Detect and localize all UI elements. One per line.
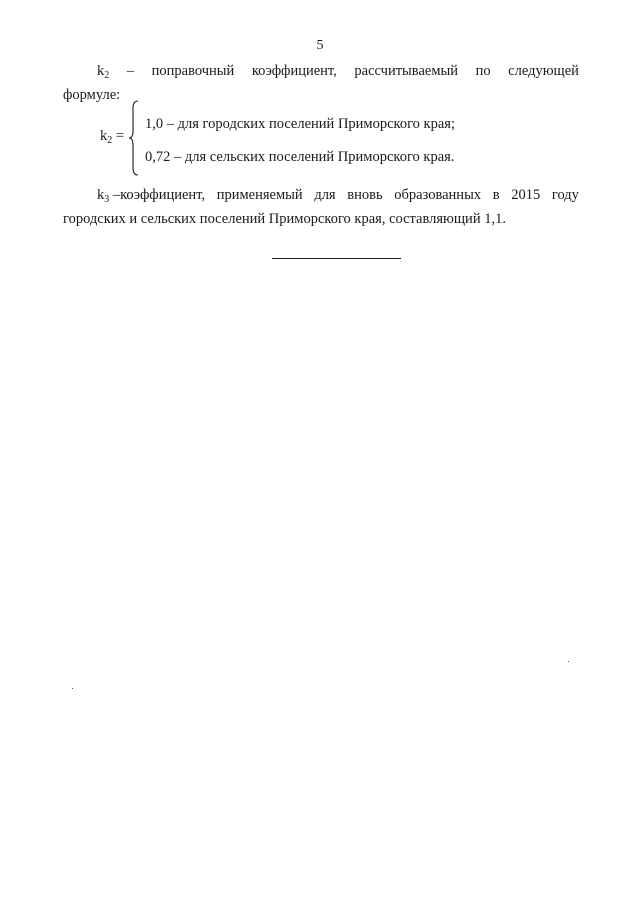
k3-definition-line-2: городских и сельских поселений Приморского края, составляющий 1,1. — [63, 211, 506, 227]
k3-symbol: $k_3$ –коэффициент, — [97, 187, 206, 205]
scan-speck — [568, 661, 569, 662]
k2-word: – — [126, 63, 135, 79]
k2-symbol: $k_2$ — [97, 63, 110, 81]
k2-definition-line-1 — [63, 59, 579, 83]
k3-word: в — [492, 187, 500, 203]
k2-formula — [100, 100, 520, 176]
formula-case-urban: 1,0 – для городских поселений Приморского края; — [145, 116, 455, 132]
scan-speck — [72, 688, 73, 689]
k2-definition-line-2: формуле: — [63, 87, 121, 103]
k3-word: образованных — [394, 187, 482, 203]
k2-word: следующей — [508, 63, 579, 79]
k2-word: по — [475, 63, 491, 79]
page-number: 5 — [316, 38, 324, 53]
formula-lhs: $k_2$ = — [100, 128, 125, 146]
k2-word: поправочный — [151, 63, 235, 79]
k3-word: вновь — [347, 187, 383, 203]
k3-word: 2015 — [511, 187, 541, 203]
k2-word: коэффициент, — [251, 63, 337, 79]
k3-word: применяемый — [216, 187, 303, 203]
k3-definition-line-1 — [63, 183, 579, 207]
left-brace-icon — [128, 100, 140, 176]
k3-definition-paragraph — [63, 183, 579, 231]
k3-word: году — [551, 187, 579, 203]
k2-word: рассчитываемый — [354, 63, 458, 79]
end-of-text-rule — [272, 258, 401, 259]
k3-word: для — [314, 187, 336, 203]
formula-case-rural: 0,72 – для сельских поселений Приморского края. — [145, 149, 455, 165]
